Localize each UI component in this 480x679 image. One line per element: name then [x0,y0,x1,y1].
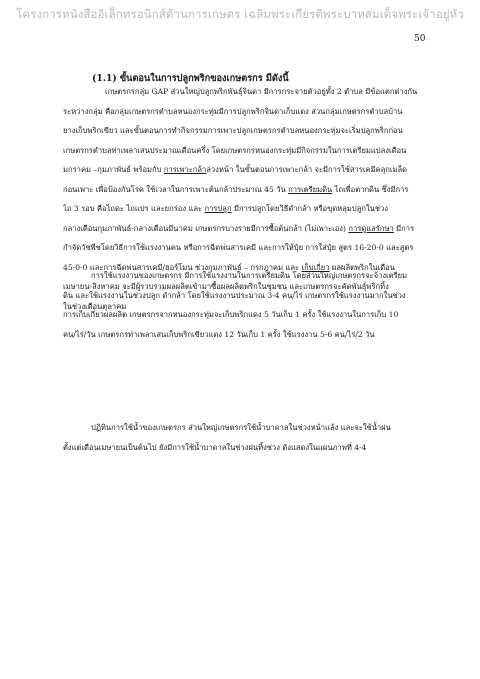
text-line [63,266,429,286]
text-run: คน/ไร่/วัน เกษตรกรท่าเพลาเสนเก็บพริกเขียวแดง 12 วันเก็บ 1 ครั้ง ใช้แรงงาน 5-6 คน/ไร่/2 วัน [63,329,375,339]
text-line [63,238,429,258]
text-line [63,325,429,345]
text-run: กลางเดือนกุมภาพันธ์-กลางเดือนมีนาคม เกษตรกรบางรายมีการซื้อต้นกล้า (ไม่เพาะเอง) [63,223,349,233]
text-run: ล่วงหน้า ในขั้นตอนการเพาะกล้า จะมีการใช้สารเคมีคลุกเมล็ด [206,165,408,174]
paragraph-water-calendar [63,418,429,457]
text-run: ตั้งแต่เดือนเมษายนเป็นต้นไป ยังมีการใช้น้ำบาดาลในช่วงฝนทิ้งช่วง ดังแสดงในแผนภาพที่ 4-4 [63,442,367,452]
text-line [63,121,429,141]
text-line [63,286,429,306]
underlined-term: เก็บเกี่ยว [301,262,330,272]
text-line [63,102,429,122]
text-run: กำจัดวัชพืชโดยวิธีการใช้แรงงานคน หรือการฉีดพ่นสารเคมี และการให้ปุ๋ย การใส่ปุ๋ย สูตร 16-20-0 และสูตร [63,243,414,252]
text-run: การเก็บเกี่ยวผลผลิต เกษตรกรจากหนองกระทุ่มจะเก็บพริกแดง 5 วันเก็บ 1 ครั้ง ใช้แรงงานในการเก็บ 10 [63,310,399,319]
text-run: ระหว่างกลุ่ม คือกลุ่มเกษตรกรตำบลหนองกระทุ่มมีการปลูกพริกจินดาเก็บแดง ส่วนกลุ่มเกษตรกรตำบลบ้าน [63,106,403,116]
text-run: มีการปลูกโดยวิธีดำกล้า หรือขุดหลุมปลูกในช่วง [231,204,388,213]
text-run: เมษายน-สิงหาคม จะมีผู้รวบรวมผลผลิตเข้ามาซื้อผลผลิตพริกในชุมชน และเกษตรกรจะคัดพันธุ์พริกทิ้ง [63,282,389,291]
text-run: ในช่วงเดือนตุลาคม [63,301,127,311]
underlined-term: การปลูก [204,204,232,213]
text-line [63,82,429,102]
underlined-term: การดูแลรักษา [348,223,394,233]
section-title: (1.1) ขั้นตอนในการปลูกพริกของเกษตรกร มีดังนี้ [92,73,289,84]
text-run: ไถเพื่อตากดิน ซึ่งมีการ [332,184,409,194]
page-header: โครงการหนังสืออิเล็กทรอนิกส์ด้านการเกษตร เฉลิมพระเกียรติพระบาทสมเด็จพระเจ้าอยู่หัว [16,7,464,21]
text-run: เกษตรกรกลุ่ม GAP ส่วนใหญ่ปลูกพริกพันธุ์จินดา มีการกระจายตัวอยู่ทั้ง 2 ตำบล มีข้อแตกต่างกัน [105,87,418,96]
text-run: มีการ [393,223,415,233]
page-number: 50 [414,34,426,44]
text-line [63,141,429,161]
text-run: ปฏิทินการใช้น้ำของเกษตรกร ส่วนใหญ่เกษตรกรใช้น้ำบาดาลในช่วงหน้าแล้ง และจะใช้น้ำฝน [91,423,391,432]
text-run: ผลผลิตพริกในเดือน [329,262,395,272]
underlined-term: การเตรียมดิน [288,184,333,194]
underlined-term: การเพาะกล้า [163,165,207,174]
text-line [63,160,429,180]
text-line [63,438,429,458]
text-line [63,199,429,219]
text-line [63,305,429,325]
text-line [63,180,429,200]
text-run: ก่อนเพาะ เพื่อป้องกันโรค ใช้เวลาในการเพาะต้นกล้าประมาณ 45 วัน [63,184,289,194]
text-line [63,418,429,438]
text-run: 45-0-0 และการฉีดพ่นสารเคมี/ฮอร์โมน ช่วงกุมภาพันธ์ – กรกฎาคม และ [63,262,302,272]
text-run: ไถ 3 รอบ คือไถดะ ไถแปร และยกร่อง และ [63,204,205,213]
text-line [63,219,429,239]
text-run: ยางเก็บพริกเขียว และขั้นตอนการทำกิจกรรมการเพาะปลูกเกษตรกรตำบลหนองกระทุ่มจะเริ่มปลูกพริกก่อน [63,126,403,135]
text-run: การใช้แรงงานของเกษตรกร มีการใช้แรงงานในการเตรียมดิน โดยส่วนใหญ่เกษตรกรจะจ้างเตรียม [91,271,408,280]
paragraph-labor-use [63,266,429,344]
text-run: ดิน และใช้แรงงานในช่วงปลูก ดำกล้า โดยใช้แรงงานประมาณ 3-4 คน/ไร่ เกษตรกรใช้แรงงานมากในช่วง [63,290,406,300]
text-run: เกษตรกรตำบลท่าเพลาเสนประมาณเดือนครึ่ง โดยเกษตรกรหนองกระทุ่มมีกิจกรรมในการเตรียมแปลงเดือน [63,145,407,155]
text-run: มกราคม –กุมภาพันธ์ พร้อมกับ [63,165,164,174]
